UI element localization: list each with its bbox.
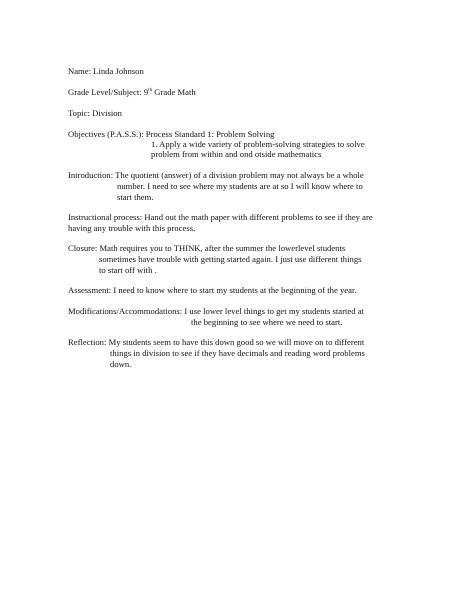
grade-line [68, 87, 196, 97]
introduction-line-2: number. I need to see where my students are at so I will know where to [117, 181, 363, 191]
grade-text: Grade Level/Subject: 9 [68, 87, 149, 97]
grade-superscript: th [148, 88, 153, 94]
reflection-line-2: things in division to see if they have decimals and reading word problems [110, 348, 365, 358]
instructional-line-1: Instructional process: Hand out the math paper with different problems to see if they are [68, 212, 373, 222]
closure-line-3: to start off with . [99, 265, 157, 275]
topic-line: Topic: Division [68, 108, 122, 118]
grade-text-end: Grade Math [152, 87, 196, 97]
reflection-line-1: Reflection: My students seem to have this down good so we will move on to different [68, 337, 365, 347]
instructional-line-2: having any trouble with this process. [68, 223, 196, 233]
reflection-line-3: down. [110, 359, 132, 369]
objectives-line-2: 1. Apply a wide variety of problem-solving strategies to solve [151, 139, 365, 149]
modifications-line-2: the beginning to see where we need to start. [191, 317, 343, 327]
introduction-line-3: start them. [117, 192, 154, 202]
objectives-line-1: Objectives (P.A.S.S.): Process Standard 1: Problem Solving [68, 129, 275, 139]
objectives-line-3: problem from within and ond otside mathematics [151, 149, 322, 159]
closure-line-1: Closure: Math requires you to THINK, after the summer the lowerlevel students [68, 243, 346, 253]
introduction-line-1: Introduction: The quotient (answer) of a division problem may not always be a whole [68, 170, 364, 180]
assessment-line: Assessment: I need to know where to start my students at the beginning of the year. [68, 285, 357, 295]
name-line: Name: Linda Johnson [68, 66, 144, 76]
closure-line-2: sometimes have trouble with getting started again. I just use different things [99, 254, 362, 264]
modifications-line-1: Modifications/Accommodations: I use lower level things to get my students started at [68, 306, 364, 316]
